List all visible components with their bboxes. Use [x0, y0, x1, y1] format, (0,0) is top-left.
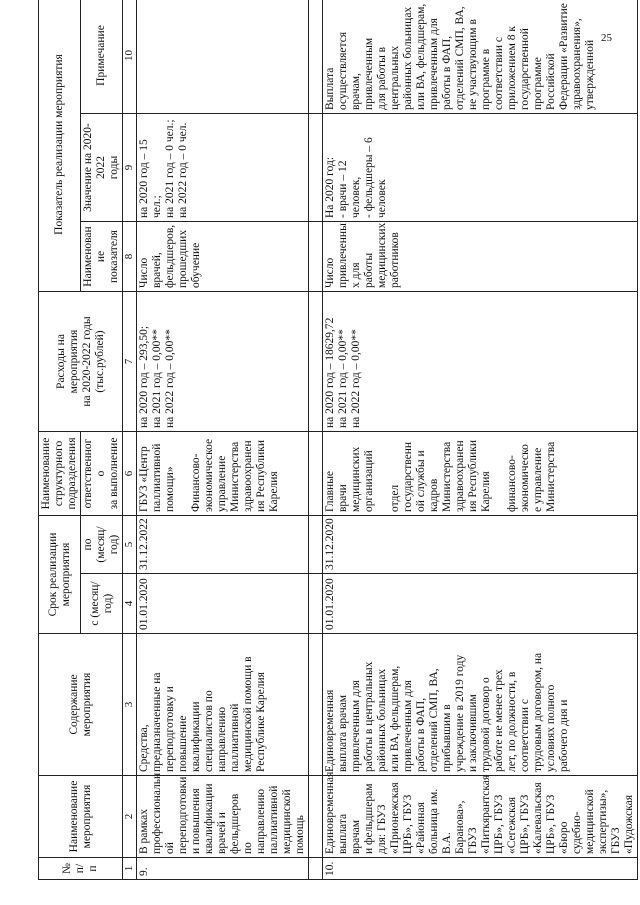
col-number: 10	[123, 0, 137, 114]
row-unit: ГБУЗ «Центр паллиативной помощи» Финансово- экономическое управление Министерства здравоохранен ия Республики Карелия	[137, 432, 309, 516]
header-content: Содержание мероприятия	[39, 634, 123, 776]
header-term-from: с (месяц/ год)	[81, 574, 123, 634]
col-number: 8	[123, 222, 137, 292]
col-number: 1	[123, 858, 137, 880]
header-expenses: Расходы на мероприятия на 2020-2022 годы (тыс.рублей)	[39, 292, 123, 432]
row-expenses: на 2020 год – 293,50; на 2021 год – 0,00** на 2022 год – 0,00**	[137, 292, 309, 432]
col-number: 9	[123, 114, 137, 222]
row-indicator-value: на 2020 год – 15 чел.; на 2021 год – 0 чел.; на 2022 год – 0 чел.	[137, 114, 309, 222]
table-row	[137, 0, 309, 880]
row-name: Единовременная выплата врачам и фельдшерам для: ГБУЗ «Прионежская ЦРБ», ГБУЗ «Районная больница им. В.А. Баранова», ГБУЗ «Питкярантская ЦРБ», ГБУЗ «Сегежская ЦРБ», ГБУЗ «Калевальская ЦРБ», ГБУЗ «Бюро судебно- медицинской экспертизы», ГБУЗ «Пудожская	[323, 776, 638, 858]
row-note: Выплата осуществляется врачам, привлеченным для работы в центральных районных больницах или ВА, фельдшерам, привлеченным для работы в ФАП, отделений СМП, ВА, не участвующим в программе в соответствии с приложением 8 к государственной программе Российской Федерации «Развитие здравоохранения», утвержденной	[323, 0, 638, 114]
separator-row	[309, 0, 323, 880]
row-content: Средства, предназначенные на переподготовку и повышение квалификации специалистов по направлению паллиативной медицинской помощи в Республике Карелия	[137, 634, 309, 776]
row-num: 9.	[137, 858, 309, 880]
table-row	[323, 0, 638, 880]
header-unit: Наименование структурного подразделения	[39, 432, 81, 516]
row-num: 10.	[323, 858, 638, 880]
row-expenses: на 2020 год – 18629,72 на 2021 год – 0,00** на 2022 год – 0,00**	[323, 292, 638, 432]
col-number: 2	[123, 776, 137, 858]
col-number: 7	[123, 292, 137, 432]
row-content: Единовременная выплата врачам привлеченным для работы в центральных районных больницах или ВА, фельдшерам, привлеченным для работы в ФАП, отделений СМП, ВА, прибывшим в учреждение в 2019 году и заключившим трудовой договор о работе не менее трех лет, по должности, в соответствии с трудовым договором, на условиях полного рабочего дня и	[323, 634, 638, 776]
header-name: Наименование мероприятия	[39, 776, 123, 858]
header-indicator-name: Наименован ие показателя	[81, 222, 123, 292]
row-note	[137, 0, 309, 114]
row-date-from: 01.01.2020	[323, 574, 638, 634]
row-name: В рамках профессиональн ой переподготовки и повышения квалификации врачей и фельдшеров по направлению паллиативной медицинской помощь	[137, 776, 309, 858]
row-date-to: 31.12.2020	[323, 516, 638, 574]
header-term: Срок реализации мероприятия	[39, 516, 81, 634]
header-indicator: Показатель реализации мероприятия	[39, 0, 81, 292]
header-note: Примечание	[81, 0, 123, 114]
header-indicator-value: Значение на 2020-2022 годы	[81, 114, 123, 222]
row-date-to: 31.12.2022	[137, 516, 309, 574]
measures-table	[38, 0, 638, 880]
row-indicator-value: На 2020 год: - врачи – 12 человек, - фельдшеры – 6 человек	[323, 114, 638, 222]
header-num: № п/п	[39, 858, 123, 880]
col-number: 4	[123, 574, 137, 634]
col-number: 3	[123, 634, 137, 776]
row-unit: Главные врачи медицинских организаций отдел государственн ой службы и кадров Министерства здравоохранен ия Республики Карелия финансово- экономическо е управление Министерства	[323, 432, 638, 516]
row-indicator-name: Число привлеченны х для работы медицинских работников	[323, 222, 638, 292]
row-indicator-name: Число врачей, фельдшеров, прошедших обучение	[137, 222, 309, 292]
header-term-to: по (месяц/ год)	[81, 516, 123, 574]
header-responsible: ответственног о за выполнение	[81, 432, 123, 516]
row-date-from: 01.01.2020	[137, 574, 309, 634]
col-number: 5	[123, 516, 137, 574]
header-row-1	[39, 0, 81, 880]
col-number: 6	[123, 432, 137, 516]
column-number-row	[123, 0, 137, 880]
page-number: 25	[601, 32, 612, 44]
